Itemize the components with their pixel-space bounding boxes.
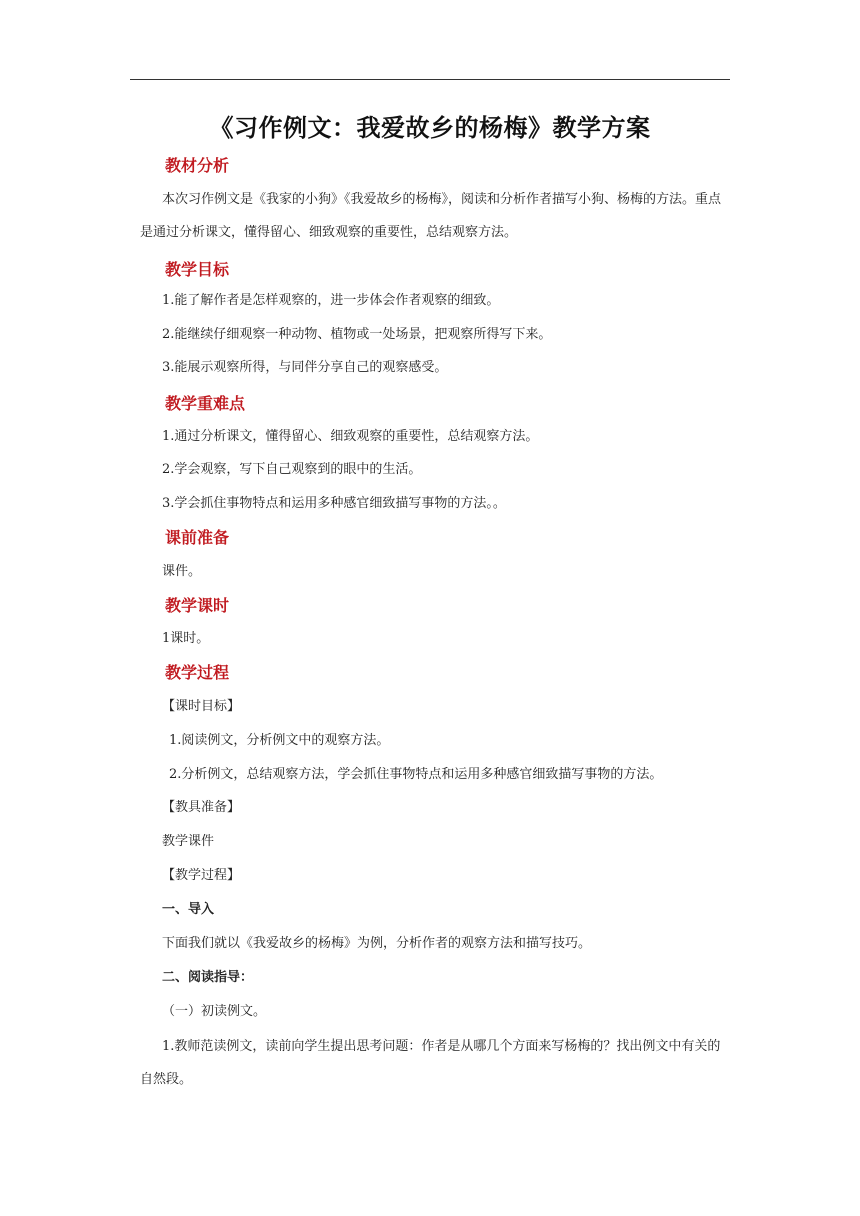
step1-text: 下面我们就以《我爱故乡的杨梅》为例，分析作者的观察方法和描写技巧。 bbox=[162, 936, 592, 951]
step2-sub: （一）初读例文。 bbox=[162, 1004, 267, 1019]
steps-label: 【教学过程】 bbox=[162, 868, 241, 883]
goal-item: 1.能了解作者是怎样观察的，进一步体会作者观察的细致。 bbox=[162, 293, 500, 308]
lesson-goal-item: 1.阅读例文，分析例文中的观察方法。 bbox=[169, 733, 390, 748]
header-rule bbox=[130, 79, 730, 80]
goal-item: 2.能继续仔细观察一种动物、植物或一处场景，把观察所得写下来。 bbox=[162, 327, 552, 342]
keypoint-item: 3.学会抓住事物特点和运用多种感官细致描写事物的方法。。 bbox=[162, 496, 506, 511]
tools-text: 教学课件 bbox=[162, 834, 215, 849]
section-heading-analysis: 教材分析 bbox=[165, 156, 230, 175]
step2-title: 二、阅读指导： bbox=[162, 970, 254, 985]
lesson-goal-item: 2.分析例文，总结观察方法，学会抓住事物特点和运用多种感官细致描写事物的方法。 bbox=[169, 767, 663, 782]
step2-item: 1.教师范读例文，读前向学生提出思考问题：作者是从哪几个方面来写杨梅的？找出例文中有关的自然段。 bbox=[140, 1039, 721, 1087]
section-heading-process: 教学过程 bbox=[165, 663, 230, 682]
step1-title: 一、导入 bbox=[162, 902, 215, 917]
tools-label: 【教具准备】 bbox=[162, 800, 241, 815]
analysis-paragraph: 本次习作例文是《我家的小狗》《我爱故乡的杨梅》，阅读和分析作者描写小狗、杨梅的方法。重点是通过分析课文，懂得留心、细致观察的重要性，总结观察方法。 bbox=[140, 192, 722, 240]
section-heading-goals: 教学目标 bbox=[165, 260, 230, 279]
hours-text: 1课时。 bbox=[162, 631, 210, 646]
section-heading-keypoints: 教学重难点 bbox=[165, 394, 246, 413]
section-heading-hours: 教学课时 bbox=[165, 596, 230, 615]
keypoint-item: 1.通过分析课文，懂得留心、细致观察的重要性，总结观察方法。 bbox=[162, 429, 539, 444]
lesson-goal-label: 【课时目标】 bbox=[162, 699, 241, 714]
section-heading-prep: 课前准备 bbox=[165, 528, 230, 547]
goal-item: 3.能展示观察所得，与同伴分享自己的观察感受。 bbox=[162, 360, 448, 375]
page-title: 《习作例文：我爱故乡的杨梅》教学方案 bbox=[209, 113, 651, 142]
keypoint-item: 2.学会观察，写下自己观察到的眼中的生活。 bbox=[162, 462, 422, 477]
prep-text: 课件。 bbox=[162, 564, 202, 579]
